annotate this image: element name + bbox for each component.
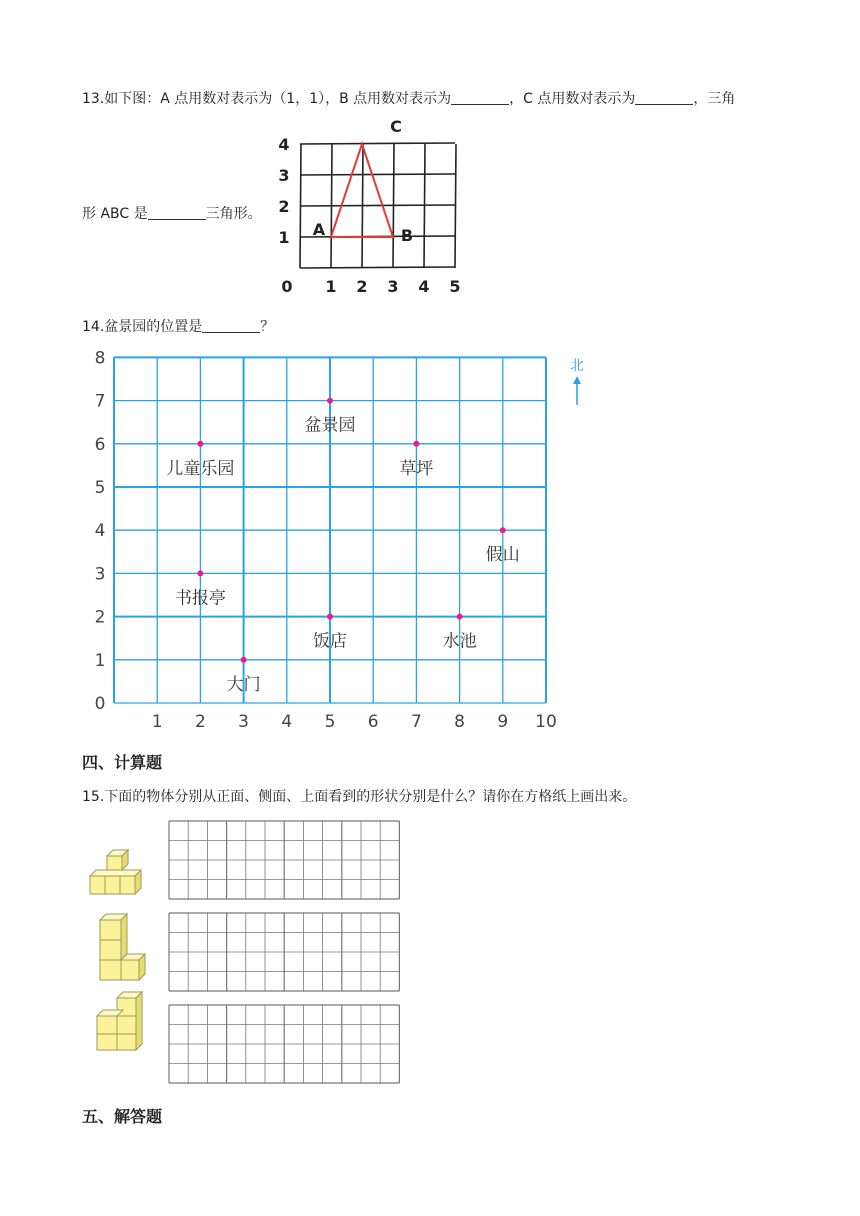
q13-vline [455, 144, 456, 268]
north-indicator [570, 358, 584, 405]
q14-place-dot [327, 398, 333, 404]
drawing-grid-1[interactable] [168, 820, 400, 902]
q13-blank-c[interactable] [635, 90, 693, 105]
q14-text-1: 14.盆景园的位置是 [82, 319, 203, 335]
q13-line1 [82, 88, 735, 108]
q14-y-tick-label: 8 [94, 348, 106, 369]
cube-stack-3-icon [92, 988, 162, 1053]
q14-x-tick-label: 6 [367, 712, 379, 732]
q13-vline [331, 144, 332, 268]
q13-y-tick-label: 2 [278, 197, 290, 216]
q13-x-tick-label: 5 [449, 277, 461, 296]
q13-x-tick-label: 1 [325, 277, 337, 296]
q13-blank-type[interactable] [148, 205, 206, 220]
q14-place-label: 假山 [485, 545, 520, 566]
q13-hline [300, 205, 455, 206]
q13-x-tick-label: 3 [387, 277, 399, 296]
q13-vline [424, 144, 425, 268]
section5-title: 五、解答题 [82, 1107, 163, 1126]
q14-x-tick-label: 3 [238, 712, 250, 732]
q14-place-dot [197, 441, 203, 447]
q14-y-tick-label: 7 [94, 391, 106, 412]
q13-x-tick-label: 2 [356, 277, 368, 296]
q13-vline [393, 144, 394, 268]
q14-y-tick-label: 3 [94, 564, 106, 585]
q14-x-tick-label: 5 [324, 712, 336, 732]
q13-text-2: ，C 点用数对表示为 [509, 91, 636, 107]
q13-text-5: 三角形。 [205, 206, 262, 222]
q13-y-tick-label: 1 [278, 228, 290, 247]
q14-x-tick-label: 9 [497, 712, 509, 732]
q14-x-tick-label: 8 [454, 712, 466, 732]
q14-place-dot [197, 570, 203, 576]
north-arrowhead-icon [573, 376, 581, 384]
q14-y-tick-label: 6 [94, 434, 106, 455]
q14-place-dot [413, 441, 419, 447]
q13-text-1: 13.如下图：A 点用数对表示为（1，1），B 点用数对表示为 [82, 91, 452, 107]
north-label: 北 [570, 358, 584, 374]
q14-place-label: 儿童乐园 [166, 458, 235, 479]
q14-park-map [88, 340, 608, 740]
drawing-grid-2[interactable] [168, 912, 400, 994]
q14-place-label: 饭店 [313, 631, 347, 652]
q13-text-3: ，三角 [693, 91, 736, 107]
q13-point-label-a: A [312, 220, 326, 239]
q14-place-dot [457, 614, 463, 620]
q14-y-tick-label: 4 [94, 521, 106, 542]
q13-point-label-c: C [390, 117, 402, 136]
q14-place-dot [327, 614, 333, 620]
q14-x-tick-label: 7 [410, 712, 422, 732]
section4-title: 四、计算题 [82, 753, 163, 772]
q14-blank[interactable] [202, 318, 260, 333]
q14-y-tick-label: 5 [94, 478, 106, 498]
q13-line2 [82, 203, 262, 223]
q14-y-tick-label: 2 [94, 607, 106, 628]
q13-hline [300, 267, 455, 268]
q14-x-tick-label: 10 [535, 712, 557, 732]
q13-y-tick-label: 4 [278, 135, 290, 154]
q13-hline [300, 174, 455, 175]
q14-y-tick-label: 1 [94, 650, 106, 671]
q14-x-tick-label: 1 [151, 712, 163, 732]
q13-coordinate-grid [270, 117, 470, 296]
q14-x-tick-label: 4 [281, 712, 293, 732]
q14-text-2: ？ [260, 319, 275, 335]
q13-vline [300, 144, 301, 268]
q13-blank-b[interactable] [451, 90, 509, 105]
q13-x-tick-label: 4 [418, 277, 430, 296]
q14-line [82, 316, 274, 336]
q13-vline [362, 144, 363, 268]
q14-place-dot [500, 527, 506, 533]
cube-stack-1-icon [85, 848, 155, 903]
q13-point-label-b: B [400, 226, 414, 245]
q13-x-tick-label: 0 [281, 277, 293, 296]
drawing-grid-3[interactable] [168, 1004, 400, 1086]
q13-y-tick-label: 3 [278, 166, 290, 185]
q14-place-label: 水池 [442, 631, 477, 652]
q14-place-label: 书报亭 [174, 588, 226, 609]
q14-place-label: 盆景园 [304, 415, 356, 436]
q14-place-dot [241, 657, 247, 663]
q13-hline [300, 143, 455, 144]
cube-stack-2-icon [95, 910, 165, 985]
q14-x-tick-label: 2 [194, 712, 206, 732]
q14-y-tick-label: 0 [94, 694, 106, 714]
q13-grid-lines [300, 143, 456, 268]
q14-place-label: 草坪 [399, 458, 434, 479]
q14-place-label: 大门 [226, 674, 261, 695]
q15-question: 15.下面的物体分别从正面、侧面、上面看到的形状分别是什么？请你在方格纸上画出来。 [82, 789, 637, 805]
q13-text-4: 形 ABC 是 [82, 206, 148, 222]
